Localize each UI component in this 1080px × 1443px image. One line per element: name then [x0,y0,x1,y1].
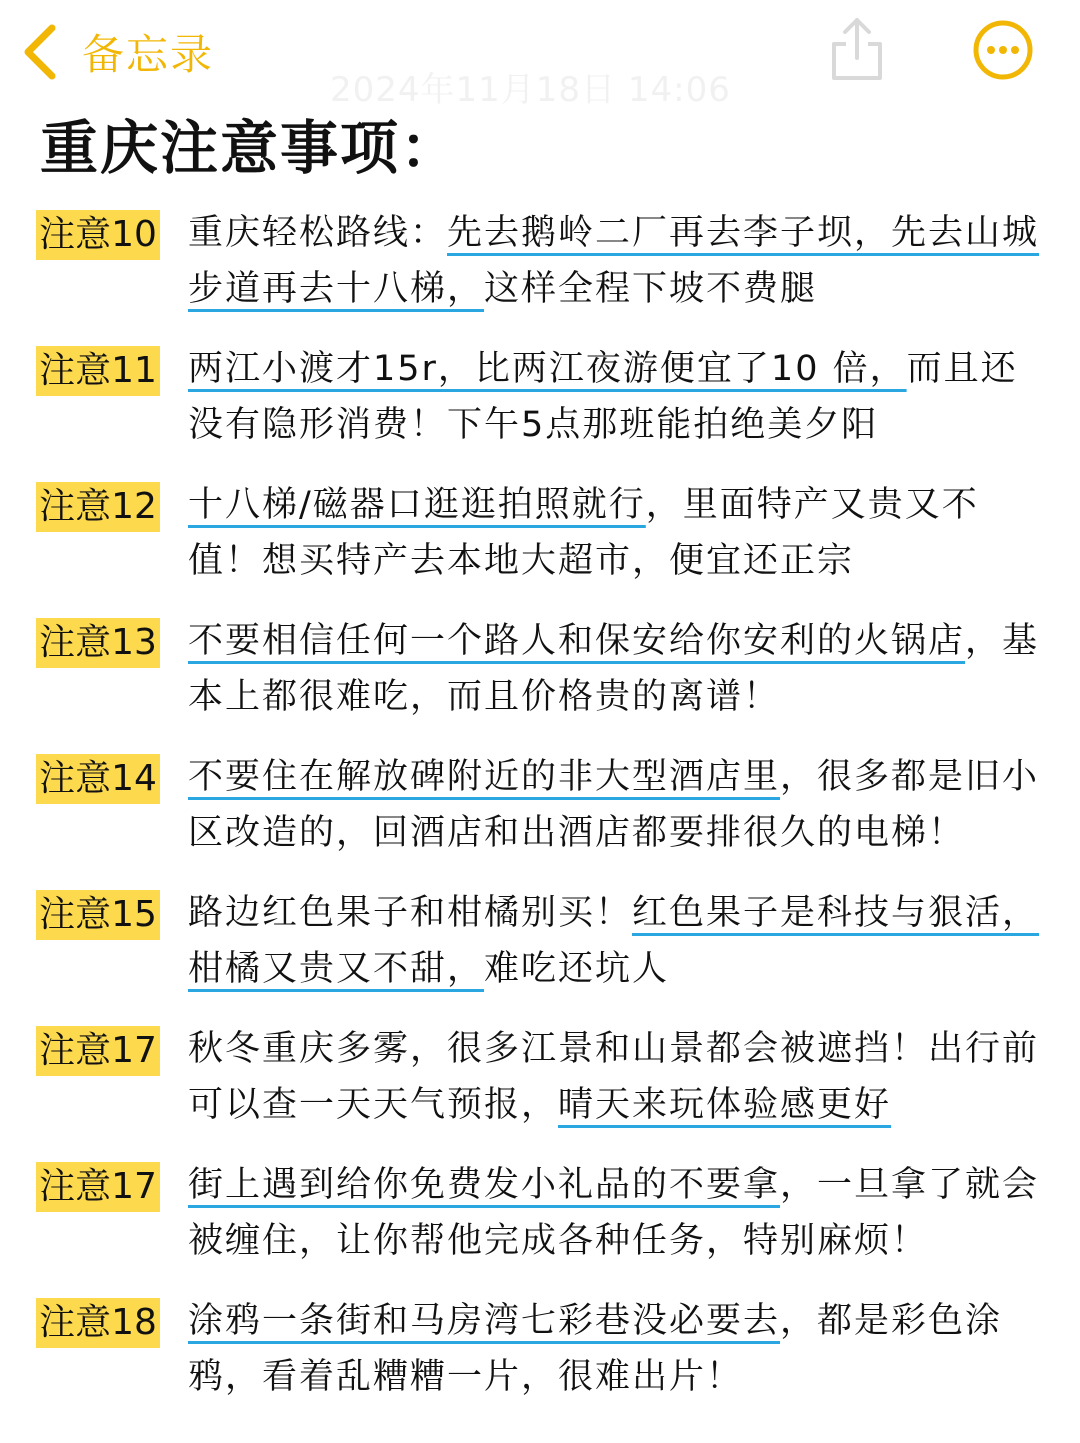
note-title: 重庆注意事项： [40,114,461,182]
underlined-text: 两江小渡才15r，比两江夜游便宜了10 倍， [188,349,907,389]
note-item [0,341,1080,461]
note-text-segment: ，基本上都很难吃，而且价格贵的离谱！ [188,621,1040,717]
note-text [188,205,1048,317]
share-icon[interactable] [828,14,886,84]
underlined-text: 红色果子是科技与狠活，柑橘又贵又不甜， [188,893,1040,989]
note-item [0,477,1080,597]
chevron-left-icon [20,22,62,82]
note-text [188,613,1048,725]
underlined-text: 先去鹅岭二厂再去李子坝，先去山城步道再去十八梯， [188,213,1040,309]
more-icon[interactable] [972,19,1034,81]
note-text-segment: ，很多都是旧小区改造的，回酒店和出酒店都要排很久的电梯！ [188,757,1040,853]
back-button-label: 备忘录 [82,30,215,79]
note-text-segment: ，都是彩色涂鸦，看着乱糟糟一片，很难出片！ [188,1301,1003,1397]
note-text-segment: ，里面特产又贵又不值！想买特产去本地大超市，便宜还正宗 [188,485,979,581]
underlined-text: 晴天来玩体验感更好 [558,1085,892,1125]
underlined-text: 涂鸦一条街和马房湾七彩巷没必要去 [188,1301,781,1341]
note-text [188,1157,1048,1269]
note-item [0,613,1080,733]
note-text-segment: 难吃还坑人 [484,949,670,989]
note-text-segment: 而且还没有隐形消费！下午5点那班能拍绝美夕阳 [188,349,1018,445]
note-text-segment: 重庆轻松路线： [188,213,448,253]
underlined-text: 十八梯/磁器口逛逛拍照就行 [188,485,646,525]
note-text [188,1293,1048,1405]
note-item [0,1293,1080,1413]
note-tag: 注意12 [36,482,160,532]
note-tag: 注意13 [36,618,160,668]
note-text-segment: 路边红色果子和柑橘别买！ [188,893,633,933]
note-text-segment: 秋冬重庆多雾，很多江景和山景都会被遮挡！出行前可以查一天天气预报， [188,1029,1040,1125]
underlined-text: 街上遇到给你免费发小礼品的不要拿 [188,1165,781,1205]
note-tag: 注意17 [36,1162,160,1212]
note-text [188,1021,1048,1133]
underlined-text: 不要住在解放碑附近的非大型酒店里 [188,757,781,797]
note-tag: 注意14 [36,754,160,804]
note-tag: 注意10 [36,210,160,260]
note-timestamp: 2024年11月18日 14:06 [330,70,731,110]
note-text [188,477,1048,589]
note-tag: 注意11 [36,346,160,396]
note-item [0,205,1080,325]
underlined-text: 不要相信任何一个路人和保安给你安利的火锅店 [188,621,966,661]
back-button[interactable] [20,20,214,84]
note-tag: 注意15 [36,890,160,940]
note-tag: 注意18 [36,1298,160,1348]
note-text-segment: 这样全程下坡不费腿 [484,269,818,309]
note-text [188,885,1048,997]
note-text [188,341,1048,453]
note-item [0,1021,1080,1141]
note-item [0,749,1080,869]
note-text [188,749,1048,861]
note-tag: 注意17 [36,1026,160,1076]
note-text-segment: ，一旦拿了就会被缠住，让你帮他完成各种任务，特别麻烦！ [188,1165,1040,1261]
note-item [0,885,1080,1005]
note-item [0,1157,1080,1277]
